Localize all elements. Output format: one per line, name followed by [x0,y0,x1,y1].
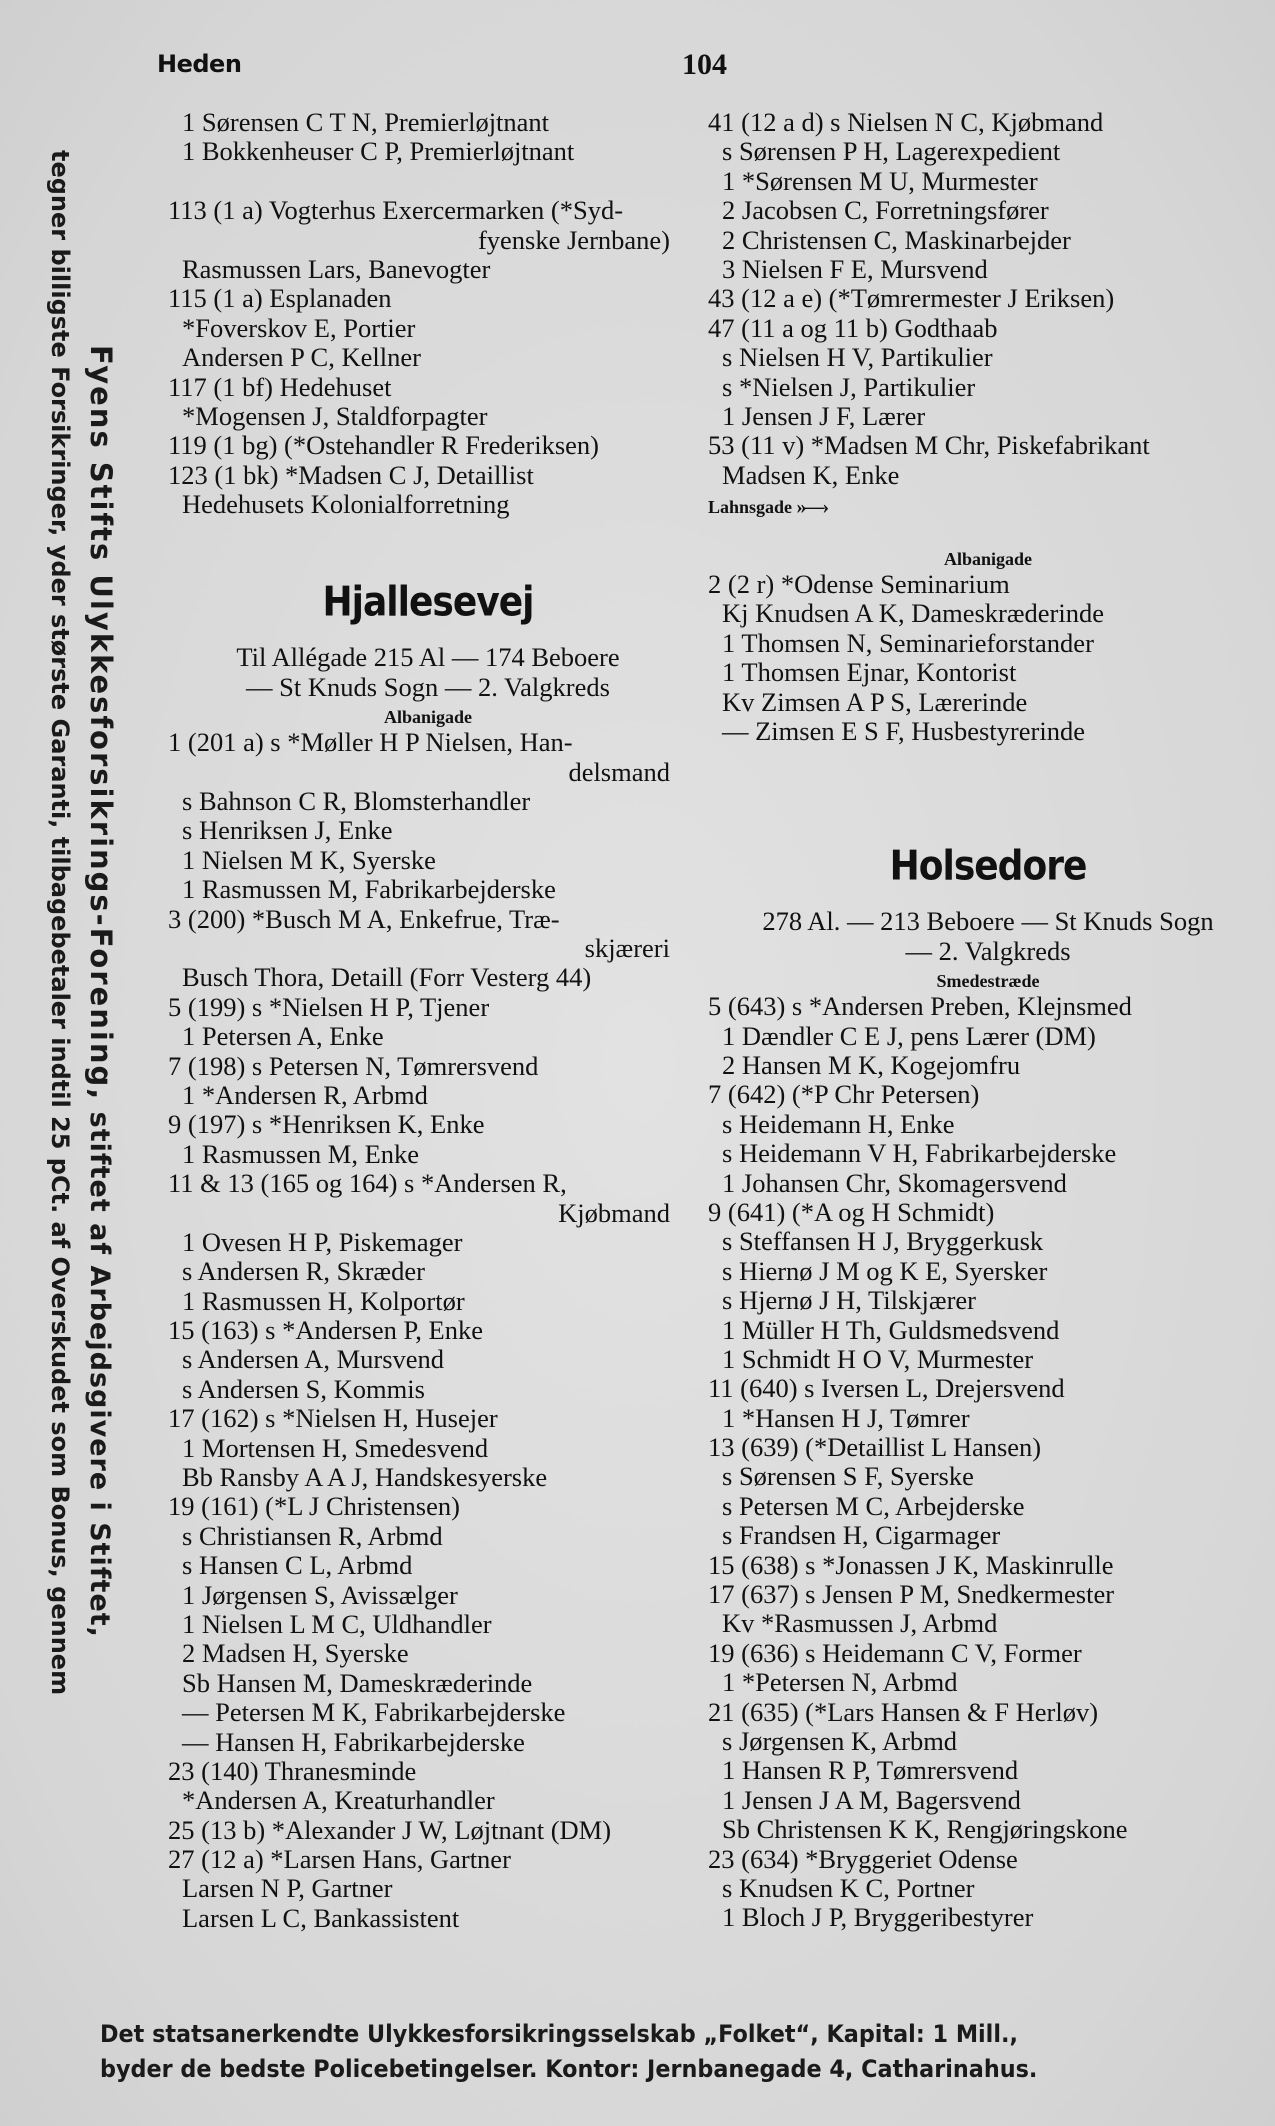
address-entry: 19 (161) (*L J Christensen) [168,1491,460,1522]
entry-continuation: fyenske Jernbane) [477,224,670,255]
address-entry: 11 & 13 (165 og 164) s *Andersen R, [168,1168,567,1199]
side-ad-line-1 [84,345,118,1945]
resident-entry: 1 Nielsen M K, Syerske [182,844,436,875]
resident-entry: 1 Bloch J P, Bryggeribestyrer [722,1902,1034,1933]
street-title-hjallesevej: Hjallesevej [322,579,534,627]
side-advertisement [28,150,118,1960]
address-entry: 43 (12 a e) (*Tømrermester J Eriksen) [708,283,1115,314]
address-entry: 19 (636) s Heidemann C V, Former [708,1637,1082,1668]
address-entry: 23 (634) *Bryggeriet Odense [708,1843,1018,1874]
resident-entry: Madsen K, Enke [722,459,900,490]
address-entry: 5 (199) s *Nielsen H P, Tjener [168,991,490,1022]
address-entry: 9 (197) s *Henriksen K, Enke [168,1109,485,1140]
resident-entry: 2 Hansen M K, Kogejomfru [722,1049,1021,1080]
left-column [168,108,688,1933]
side-ad-company: Fyens Stifts Ulykkesforsikrings-Forening, [84,345,118,1102]
address-entry: 47 (11 a og 11 b) Godthaab [708,312,998,343]
resident-entry: — Petersen M K, Fabrikarbejderske [182,1697,566,1728]
resident-entry: s Henriksen J, Enke [182,815,393,846]
street-title-holsedore: Holsedore [889,843,1087,891]
resident-entry: s *Nielsen J, Partikulier [722,371,976,402]
resident-entry: s Hjernø J H, Tilskjærer [722,1285,976,1316]
resident-entry: 1 *Hansen H J, Tømrer [722,1402,970,1433]
entry-continuation: delsmand [568,756,670,787]
right-column [708,108,1268,1933]
address-entry: 9 (641) (*A og H Schmidt) [708,1196,995,1227]
resident-entry: 2 Christensen C, Maskinarbejder [722,224,1071,255]
street-info-line-2: — 2. Valgkreds [905,935,1071,966]
address-entry: 17 (162) s *Nielsen H, Husejer [168,1403,498,1434]
resident-entry: 1 Rasmussen M, Enke [182,1138,420,1169]
address-entry: 123 (1 bk) *Madsen C J, Detaillist [168,459,534,490]
resident-entry: Kv Zimsen A P S, Lærerinde [722,686,1028,717]
resident-entry: *Andersen A, Kreaturhandler [182,1785,495,1816]
resident-entry: 1 Rasmussen M, Fabrikarbejderske [182,874,556,905]
footer-ad-line-2: byder de bedste Policebetingelser. Kontor: Jernbanegade 4, Catharinahus. [100,2055,1038,2083]
resident-entry: 1 Johansen Chr, Skomagersvend [722,1167,1067,1198]
resident-entry: s Heidemann V H, Fabrikarbejderske [722,1138,1117,1169]
resident-entry: 1 Hansen R P, Tømrersvend [722,1755,1019,1786]
side-ad-line-2: tegner billigste Forsikringer, yder største Garanti, tilbagebetaler indtil 25 pCt. af Overskudet som Bonus, gennem [46,150,74,1696]
resident-entry: — Hansen H, Fabrikarbejderske [182,1726,525,1757]
arrow-right-icon: »—› [796,496,828,519]
address-entry: 15 (638) s *Jonassen J K, Maskinrulle [708,1549,1114,1580]
address-entry: 13 (639) (*Detaillist L Hansen) [708,1432,1042,1463]
resident-entry: s Hansen C L, Arbmd [182,1550,413,1581]
resident-entry: s Nielsen H V, Partikulier [722,342,993,373]
address-entry: 117 (1 bf) Hedehuset [168,371,392,402]
resident-entry: 1 Ovesen H P, Piskemager [182,1226,463,1257]
street-info-line-1: 278 Al. — 213 Beboere — St Knuds Sogn [762,906,1214,937]
address-entry: 27 (12 a) *Larsen Hans, Gartner [168,1844,511,1875]
resident-entry: s Sørensen S F, Syerske [722,1461,974,1492]
holsedore-entries [708,992,1268,1933]
resident-entry: 1 Jørgensen S, Avissælger [182,1579,458,1610]
address-entry: 17 (637) s Jensen P M, Snedkermester [708,1579,1115,1610]
resident-entry: 1 Jensen J F, Lærer [722,400,926,431]
resident-entry: 1 Mortensen H, Smedesvend [182,1432,489,1463]
address-entry: 25 (13 b) *Alexander J W, Løjtnant (DM) [168,1814,612,1845]
resident-entry: *Foverskov E, Portier [182,312,416,343]
address-entry: 7 (642) (*P Chr Petersen) [708,1079,980,1110]
resident-entry: 1 Schmidt H O V, Murmester [722,1343,1034,1374]
address-entry: 113 (1 a) Vogterhus Exercermarken (*Syd- [168,195,624,226]
resident-entry: s Christiansen R, Arbmd [182,1520,443,1551]
lahnsgade-label: Lahnsgade [708,497,793,518]
resident-entry: s Heidemann H, Enke [722,1108,955,1139]
address-entry: 21 (635) (*Lars Hansen & F Herløv) [708,1696,1099,1727]
address-entry: 53 (11 v) *Madsen M Chr, Piskefabrikant [708,430,1150,461]
address-entry: 119 (1 bg) (*Ostehandler R Frederiksen) [168,430,600,461]
resident-entry: Kv *Rasmussen J, Arbmd [722,1608,998,1639]
resident-entry: 1 *Sørensen M U, Murmester [722,165,1038,196]
heden-continuation [168,108,688,167]
resident-entry: 2 Jacobsen C, Forretningsfører [722,195,1049,226]
resident-entry: s Jørgensen K, Arbmd [722,1725,958,1756]
resident-entry: 1 Petersen A, Enke [182,1021,384,1052]
right-top-entries [708,108,1268,490]
resident-entry: 1 Rasmussen H, Kolportør [182,1285,465,1316]
resident-entry: Bb Ransby A A J, Handskesyerske [182,1462,548,1493]
resident-entry: 1 Dændler C E J, pens Lærer (DM) [722,1020,1096,1051]
resident-entry: 1 Thomsen Ejnar, Kontorist [722,657,1017,688]
resident-entry: Sb Hansen M, Dameskræderinde [182,1667,533,1698]
address-entry: 3 (200) *Busch M A, Enkefrue, Træ- [168,903,560,934]
resident-entry: Rasmussen Lars, Banevogter [182,253,491,284]
resident-entry: s Hiernø J M og K E, Syersker [722,1255,1048,1286]
address-entry: 23 (140) Thranesminde [168,1755,417,1786]
resident-entry: 1 Nielsen L M C, Uldhandler [182,1608,492,1639]
address-entry: 11 (640) s Iversen L, Drejersvend [708,1373,1065,1404]
address-entry: 115 (1 a) Esplanaden [168,283,392,314]
cross-street-label: Albanigade [943,549,1033,570]
resident-entry: Hedehusets Kolonialforretning [182,489,510,520]
resident-entry: Kj Knudsen A K, Dameskræderinde [722,598,1104,629]
address-entry: 1 (201 a) s *Møller H P Nielsen, Han- [168,727,573,758]
resident-entry: s Frandsen H, Cigarmager [722,1520,1001,1551]
resident-entry: 1 *Andersen R, Arbmd [182,1079,428,1110]
page-number: 104 [682,48,727,81]
resident-entry: Andersen P C, Kellner [182,342,421,373]
resident-entry: 1 Müller H Th, Guldsmedsvend [722,1314,1060,1345]
resident-entry: 2 Madsen H, Syerske [182,1638,409,1669]
resident-entry: s Andersen R, Skræder [182,1256,425,1287]
cross-street-label: Albanigade [383,707,473,728]
side-ad-founded: stiftet af Arbejdsgivere i Stiftet, [84,1101,115,1638]
resident-entry: *Mogensen J, Staldforpagter [182,400,488,431]
cross-street-label: Smedestræde [936,971,1040,992]
hjallesevej-entries [168,728,688,1933]
address-entry: 7 (198) s Petersen N, Tømrersvend [168,1050,539,1081]
running-head: Heden [157,50,242,78]
resident-entry: s Bahnson C R, Blomsterhandler [182,786,531,817]
resident-entry: 1 *Petersen N, Arbmd [722,1667,958,1698]
entry-continuation: Kjøbmand [558,1197,670,1228]
address-entry: 5 (643) s *Andersen Preben, Klejnsmed [708,991,1132,1022]
resident-entry: s Andersen A, Mursvend [182,1344,445,1375]
cross-street-lahnsgade [708,490,1268,524]
street-info-line-2: — St Knuds Sogn — 2. Valgkreds [246,671,610,702]
resident-entry: s Steffansen H J, Bryggerkusk [722,1226,1044,1257]
list-item: 1 Sørensen C T N, Premierløjtnant [182,107,550,137]
address-entry: 2 (2 r) *Odense Seminarium [708,569,1010,600]
heden-entries [168,196,688,519]
resident-entry: Busch Thora, Detaill (Forr Vesterg 44) [182,962,592,993]
entry-continuation: skjæreri [584,932,670,963]
footer-advertisement [100,2017,1193,2087]
resident-entry: — Zimsen E S F, Husbestyrerinde [722,716,1085,747]
list-item: 1 Bokkenheuser C P, Premierløjtnant [182,136,575,167]
address-entry: 15 (163) s *Andersen P, Enke [168,1315,484,1346]
resident-entry: Sb Christensen K K, Rengjøringskone [722,1814,1128,1845]
resident-entry: 1 Jensen J A M, Bagersvend [722,1784,1021,1815]
resident-entry: s Knudsen K C, Portner [722,1872,975,1903]
resident-entry: s Andersen S, Kommis [182,1373,425,1404]
resident-entry: 1 Thomsen N, Seminarieforstander [722,627,1094,658]
resident-entry: Larsen L C, Bankassistent [182,1902,460,1933]
resident-entry: 3 Nielsen F E, Mursvend [722,253,988,284]
resident-entry: s Sørensen P H, Lagerexpedient [722,136,1061,167]
resident-entry: Larsen N P, Gartner [182,1873,393,1904]
street-info-line-1: Til Allégade 215 Al — 174 Beboere [236,642,620,673]
address-entry: 41 (12 a d) s Nielsen N C, Kjøbmand [708,107,1104,137]
resident-entry: s Petersen M C, Arbejderske [722,1490,1025,1521]
albanigade-entries [708,570,1268,746]
footer-ad-line-1: Det statsanerkendte Ulykkesforsikringsselskab „Folket“, Kapital: 1 Mill., [100,2020,1018,2048]
